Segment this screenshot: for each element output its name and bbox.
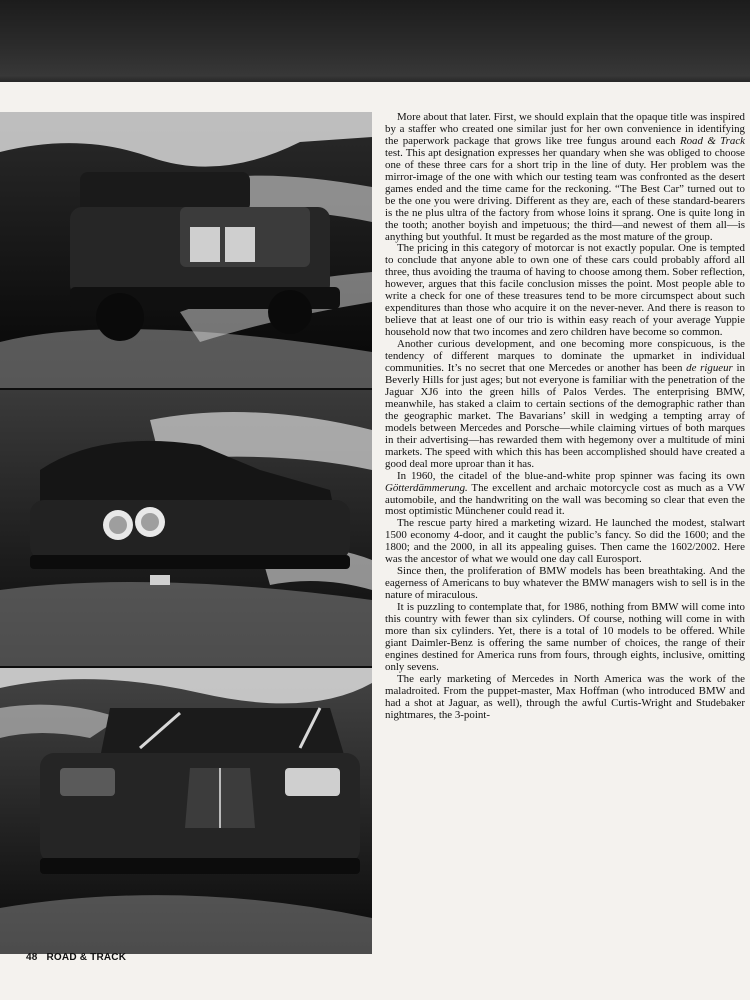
- paragraph-text: More about that later. First, we should explain that the opaque title was inspired by a staffer who created one similar just for her own convenience in identifying the paperwork package that grows like tree fungus around each: [385, 112, 745, 147]
- facing-page-photo-strip: [0, 0, 750, 82]
- magazine-name: ROAD & TRACK: [46, 952, 127, 963]
- italic-text: Götterdämmerung.: [385, 481, 468, 494]
- paragraph-text: Another curious development, and one becoming more conspicuous, is the tendency of different marques to dominate the upmarket in individual communities. It’s no secret that one Mercedes or another has been: [385, 338, 745, 375]
- article-paragraph: [385, 602, 745, 674]
- article-paragraph: [385, 112, 745, 243]
- paragraph-text: test. This apt designation expresses her quandary when she was obliged to choose one of these three cars for a short trip in the line of duty. Her problem was the mirror-image of the one with which our testing team was confronted as the desert games ended and the time came for the reckoning. “The Best Car” turned out to be the one you were driving. Different as they are, each of these standard-bearers is the ne plus ultra of the factory from whose loins it sprang. One is quite long in the tooth; another boyish and impetuous; the third—and newest of them all—is anything but youthful. It must be regarded as the most mature of the group.: [385, 146, 745, 243]
- article-paragraph: [385, 674, 745, 722]
- car-photo-jaguar: [0, 390, 372, 666]
- car-photo-mercedes: [0, 668, 372, 954]
- paragraph-text: The rescue party hired a marketing wizard. He launched the modest, stalwart 1500 economy 4-door, and it caught the public’s fancy. So did the 1600; and the 1800; and the 2000, in all its appealing guises. Then came the 1602/2002. Here was the ancestor of what we would one day call Eurosport.: [385, 517, 745, 566]
- paragraph-text: The early marketing of Mercedes in North America was the work of the maladroited. From the puppet-master, Max Hoffman (who introduced BMW and had a shot at Jaguar, as well), through the awful Curtis-Wright and Studebaker nightmares, the 3-point-: [385, 672, 745, 721]
- photo-column: [0, 112, 372, 954]
- article-paragraph: [385, 518, 745, 566]
- paragraph-text: In 1960, the citadel of the blue-and-white prop spinner was facing its own: [396, 469, 745, 482]
- car-photo-bmw: [0, 112, 372, 388]
- paragraph-text: Since then, the proliferation of BMW models has been breathtaking. And the eagerness of Americans to buy whatever the BMW managers wish to sell is in the nature of miraculous.: [385, 565, 745, 602]
- italic-text: Road & Track: [679, 134, 745, 147]
- article-body: [385, 112, 745, 954]
- page-number: 48: [26, 952, 38, 963]
- paragraph-text: The pricing in this category of motorcar is not exactly popular. One is tempted to conclude that anyone able to own one of these cars could probably afford all three, thus avoiding the trauma of having to choose among them. Sober reflection, however, argues that this facile conclusion misses the point. Most people able to write a check for one of these treasures tend to be more circumspect about such expenditures than those who acquire it on the never-never. And there is reason to believe that at least one of our trio is within easy reach of your average Yuppie household now that two incomes and zero children have become so common.: [385, 242, 745, 339]
- article-paragraph: [385, 243, 745, 339]
- car-photo-bmw-image: [0, 112, 372, 388]
- article-paragraph: [385, 566, 745, 602]
- italic-text: de rigueur: [686, 362, 733, 375]
- car-photo-jaguar-image: [0, 390, 372, 666]
- page-footer: [26, 952, 126, 968]
- paragraph-text: It is puzzling to contemplate that, for 1986, nothing from BMW will come into this country with fewer than six cylinders. Of course, nothing will come in with more than six cylinders. Yet, there is a total of 10 models to be offered. While giant Daimler-Benz is offering the same number of choices, the range of their engines destined for America runs from fours, through eights, inclusive, omitting only sevens.: [385, 601, 745, 673]
- article-paragraph: [385, 471, 745, 519]
- paragraph-text: The excellent and archaic motorcycle cost as much as a VW automobile, and the handwriting on the wall was becoming so clear that even the most optimistic Münchener could read it.: [385, 481, 745, 518]
- paragraph-text: in Beverly Hills for just ages; but not everyone is familiar with the penetration of the Jaguar XJ6 into the green hills of Palos Verdes. The enterprising BMW, meanwhile, has staked a claim to certain sections of the demographic rather than the geographic market. The Bavarians’ skill in wedging a tempting array of models between Mercedes and Porsche—while claiming virtues of both marques in their advertising—has rewarded them with hegemony over a multitude of mini markets. The speed with which this has been accomplished should have created a good deal more uproar than it has.: [385, 362, 745, 470]
- article-paragraph: [385, 339, 745, 470]
- car-photo-mercedes-image: [0, 668, 372, 954]
